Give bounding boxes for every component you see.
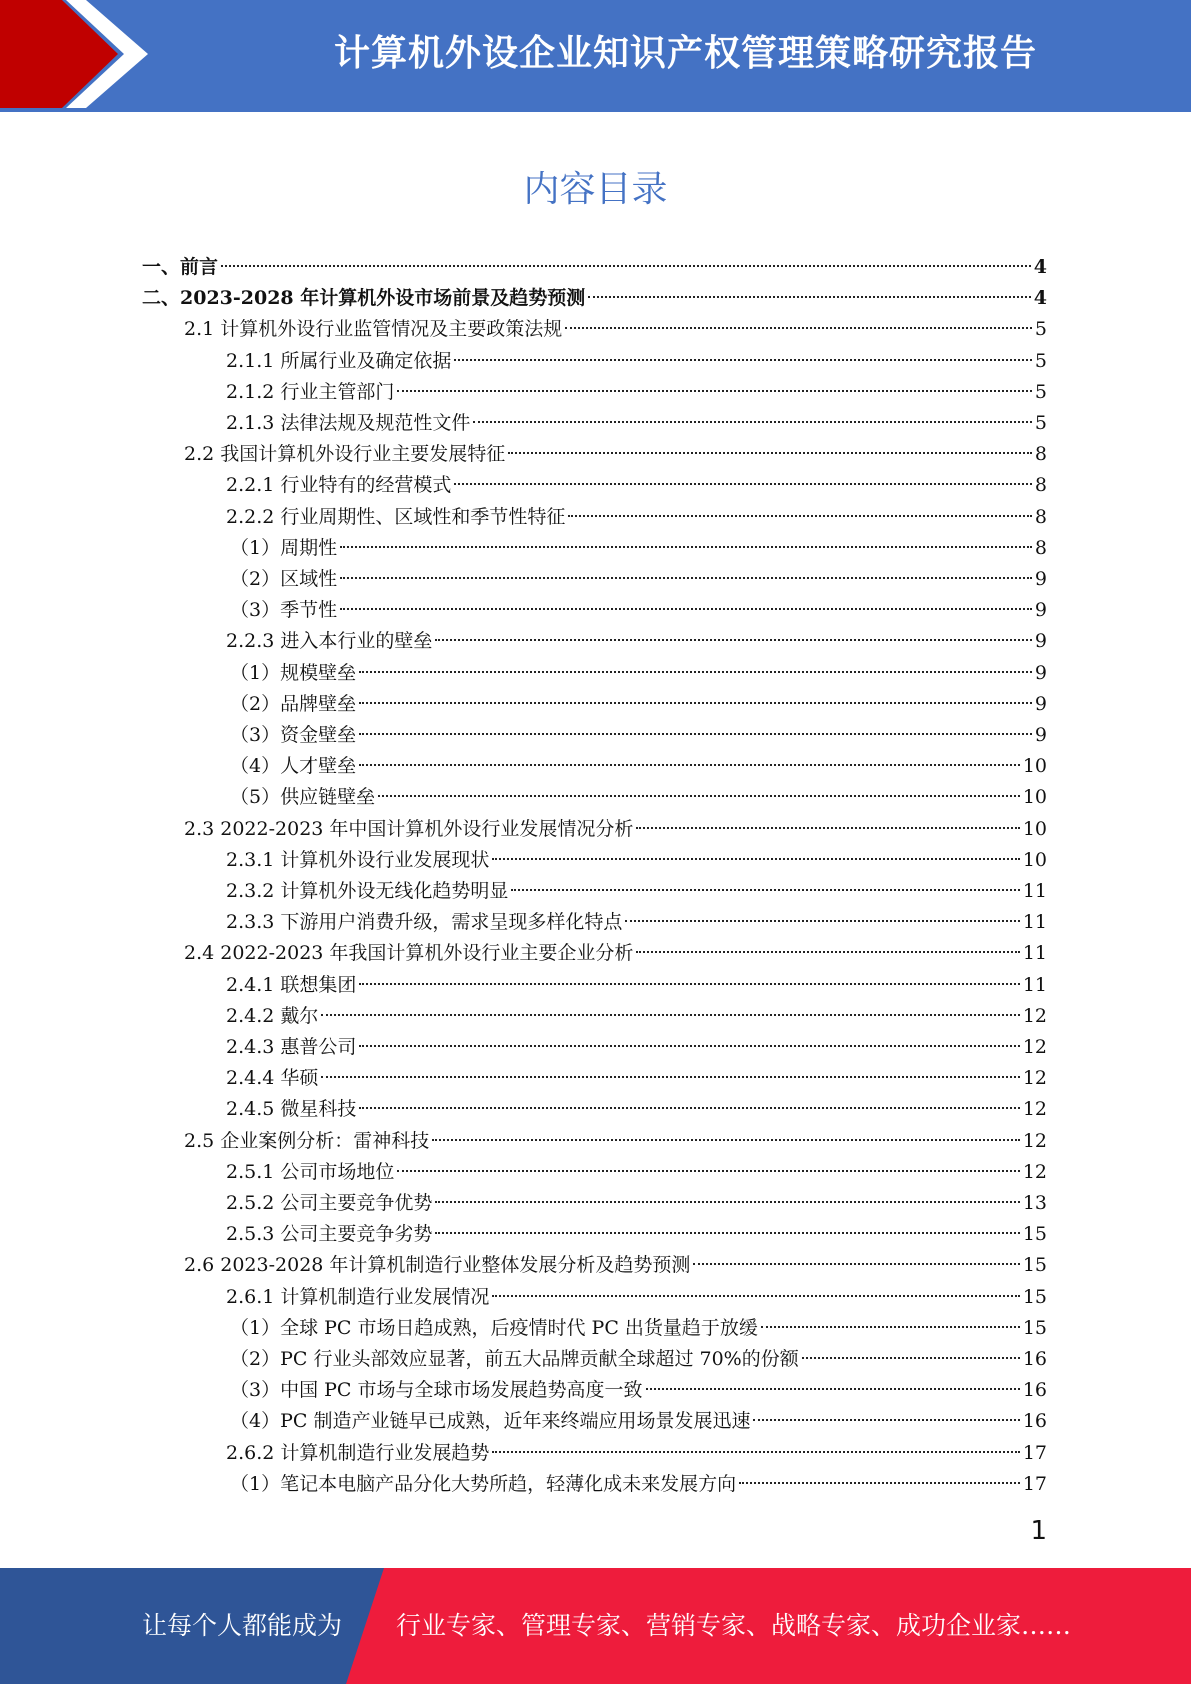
toc-entry-label: 2.2 我国计算机外设行业主要发展特征	[184, 443, 506, 466]
toc-entry-page: 15	[1022, 1254, 1047, 1277]
toc-entry[interactable]	[226, 470, 1047, 501]
toc-entry[interactable]	[226, 377, 1047, 408]
toc-entry-label: 2.3.1 计算机外设行业发展现状	[226, 848, 490, 871]
toc-entry-label: 2.4.1 联想集团	[226, 973, 357, 996]
toc-entry[interactable]	[230, 1344, 1047, 1375]
toc-dot-leader	[378, 795, 1020, 797]
toc-entry-label: 2.4.5 微星科技	[226, 1098, 357, 1121]
toc-entry-label: 2.6 2023-2028 年计算机制造行业整体发展分析及趋势预测	[184, 1254, 691, 1277]
toc-entry-page: 9	[1034, 661, 1047, 684]
toc-dot-leader	[508, 452, 1032, 454]
toc-entry-page: 11	[1022, 880, 1047, 902]
toc-dot-leader	[454, 359, 1032, 361]
toc-entry[interactable]	[142, 252, 1047, 283]
toc-entry[interactable]	[230, 1313, 1047, 1344]
toc-dot-leader	[359, 733, 1032, 735]
toc-entry-label: （1）全球 PC 市场日趋成熟，后疫情时代 PC 出货量趋于放缓	[230, 1316, 758, 1339]
footer-slogan-left: 让每个人都能成为	[142, 1611, 343, 1640]
toc-entry-label: 2.6.1 计算机制造行业发展情况	[226, 1285, 490, 1308]
toc-entry-page: 12	[1022, 1098, 1047, 1121]
toc-dot-leader	[473, 421, 1032, 423]
toc-entry-label: 2.5 企业案例分析：雷神科技	[184, 1129, 430, 1152]
toc-entry-page: 4	[1033, 287, 1047, 310]
toc-entry[interactable]	[230, 564, 1047, 595]
toc-entry-page: 17	[1022, 1472, 1047, 1495]
toc-entry-label: 2.2.3 进入本行业的壁垒	[226, 630, 433, 653]
toc-entry-label: （5）供应链壁垒	[230, 786, 376, 809]
toc-entry[interactable]	[226, 1219, 1047, 1250]
toc-entry[interactable]	[226, 876, 1047, 907]
toc-entry-page: 9	[1034, 692, 1047, 715]
toc-dot-leader	[321, 1076, 1019, 1078]
toc-entry-label: 一、前言	[142, 256, 219, 278]
toc-entry-page: 12	[1022, 1160, 1047, 1183]
toc-entry-page: 13	[1022, 1192, 1047, 1214]
toc-dot-leader	[636, 951, 1019, 953]
toc-entry-page: 16	[1022, 1379, 1047, 1402]
toc-dot-leader	[454, 483, 1032, 485]
toc-entry[interactable]	[184, 938, 1047, 969]
toc-entry[interactable]	[230, 751, 1047, 782]
toc-entry[interactable]	[226, 626, 1047, 657]
toc-dot-leader	[753, 1419, 1019, 1421]
toc-entry[interactable]	[226, 845, 1047, 876]
toc-entry-page: 5	[1034, 318, 1047, 341]
toc-entry-page: 10	[1022, 755, 1047, 778]
toc-entry[interactable]	[226, 408, 1047, 439]
toc-entry-label: （2）PC 行业头部效应显著，前五大品牌贡献全球超过 70%的份额	[230, 1348, 799, 1370]
toc-dot-leader	[802, 1357, 1020, 1359]
toc-entry-page: 10	[1022, 817, 1047, 840]
toc-entry-label: 2.4.3 惠普公司	[226, 1036, 357, 1058]
footer-slogan-right: 行业专家、管理专家、营销专家、战略专家、成功企业家……	[396, 1611, 1072, 1640]
toc-entry[interactable]	[226, 1001, 1047, 1032]
toc-dot-leader	[739, 1482, 1020, 1484]
toc-dot-leader	[568, 515, 1032, 517]
toc-dot-leader	[340, 608, 1032, 610]
toc-dot-leader	[359, 764, 1020, 766]
toc-entry-label: 2.2.2 行业周期性、区域性和季节性特征	[226, 505, 566, 528]
toc-dot-leader	[359, 1107, 1019, 1109]
toc-entry-page: 8	[1034, 536, 1047, 559]
toc-entry[interactable]	[142, 283, 1047, 314]
toc-dot-leader	[588, 296, 1031, 298]
toc-entry-label: 2.3 2022-2023 年中国计算机外设行业发展情况分析	[184, 817, 634, 840]
toc-heading: 内容目录	[523, 169, 668, 210]
toc-entry-label: 2.5.1 公司市场地位	[226, 1160, 395, 1183]
toc-entry[interactable]	[184, 814, 1047, 845]
toc-entry-page: 16	[1022, 1348, 1047, 1370]
toc-entry-page: 11	[1022, 911, 1047, 934]
toc-entry-label: （1）规模壁垒	[230, 661, 357, 684]
toc-entry[interactable]	[226, 1188, 1047, 1219]
toc-entry-label: （3）资金壁垒	[230, 724, 357, 746]
toc-entry-page: 9	[1034, 724, 1047, 746]
toc-entry-label: 2.3.3 下游用户消费升级，需求呈现多样化特点	[226, 911, 623, 934]
toc-entry-label: （2）区域性	[230, 568, 338, 590]
toc-entry[interactable]	[226, 346, 1047, 377]
toc-entry[interactable]	[230, 533, 1047, 564]
toc-entry-label: 2.2.1 行业特有的经营模式	[226, 474, 452, 497]
toc-entry[interactable]	[184, 439, 1047, 470]
toc-entry-label: 2.1.2 行业主管部门	[226, 380, 395, 403]
toc-entry[interactable]	[226, 1063, 1047, 1094]
toc-entry-page: 10	[1022, 786, 1047, 809]
toc-entry[interactable]	[230, 689, 1047, 720]
report-title: 计算机外设企业知识产权管理策略研究报告	[333, 33, 1037, 74]
toc-dot-leader	[492, 858, 1019, 860]
toc-entry-page: 15	[1022, 1223, 1047, 1246]
toc-entry[interactable]	[226, 1094, 1047, 1125]
toc-entry-page: 9	[1034, 568, 1047, 590]
toc-entry-label: （1）周期性	[230, 536, 338, 559]
toc-entry-label: （3）季节性	[230, 599, 338, 622]
toc-dot-leader	[359, 983, 1019, 985]
toc-entry-label: 2.3.2 计算机外设无线化趋势明显	[226, 880, 509, 902]
toc-entry[interactable]	[184, 314, 1047, 345]
toc-entry-label: 2.4.4 华硕	[226, 1067, 319, 1090]
toc-dot-leader	[221, 265, 1031, 267]
toc-entry-page: 9	[1034, 599, 1047, 622]
page-number: 1	[1030, 1516, 1047, 1546]
toc-entry-label: （1）笔记本电脑产品分化大势所趋，轻薄化成未来发展方向	[230, 1472, 737, 1495]
toc-entry[interactable]	[230, 1469, 1047, 1500]
toc-entry-label: 二、2023-2028 年计算机外设市场前景及趋势预测	[142, 287, 586, 310]
toc-dot-leader	[492, 1295, 1019, 1297]
toc-entry-page: 8	[1034, 443, 1047, 466]
toc-entry-page: 12	[1022, 1067, 1047, 1090]
toc-entry-page: 5	[1034, 380, 1047, 403]
toc-entry-page: 11	[1022, 942, 1047, 965]
toc-entry[interactable]	[226, 1157, 1047, 1188]
toc-dot-leader	[511, 889, 1019, 891]
report-header-banner	[0, 0, 1191, 112]
toc-entry-page: 17	[1022, 1441, 1047, 1464]
toc-entry[interactable]	[230, 720, 1047, 751]
toc-dot-leader	[359, 702, 1032, 704]
toc-entry[interactable]	[226, 907, 1047, 938]
toc-entry[interactable]	[230, 782, 1047, 813]
toc-entry[interactable]	[230, 595, 1047, 626]
toc-dot-leader	[646, 1388, 1020, 1390]
toc-entry-page: 12	[1022, 1036, 1047, 1058]
toc-dot-leader	[340, 577, 1032, 579]
toc-entry[interactable]	[184, 1250, 1047, 1281]
toc-entry[interactable]	[230, 658, 1047, 689]
toc-entry-label: 2.1 计算机外设行业监管情况及主要政策法规	[184, 318, 563, 341]
toc-entry-page: 15	[1022, 1285, 1047, 1308]
toc-entry[interactable]	[226, 1438, 1047, 1469]
toc-entry-label: （4）PC 制造产业链早已成熟，近年来终端应用场景发展迅速	[230, 1410, 751, 1433]
toc-entry-label: 2.1.3 法律法规及规范性文件	[226, 412, 471, 434]
toc-dot-leader	[492, 1451, 1019, 1453]
toc-entry[interactable]	[226, 1032, 1047, 1063]
toc-entry-label: 2.5.3 公司主要竞争劣势	[226, 1223, 433, 1246]
toc-entry-page: 9	[1034, 630, 1047, 653]
toc-entry[interactable]	[230, 1406, 1047, 1437]
toc-dot-leader	[397, 1170, 1019, 1172]
toc-entry-page: 5	[1034, 412, 1047, 434]
footer-banner	[0, 1568, 1191, 1684]
toc-entry[interactable]	[184, 1126, 1047, 1157]
toc-dot-leader	[636, 827, 1019, 829]
toc-entry-page: 8	[1034, 474, 1047, 497]
toc-entry[interactable]	[226, 502, 1047, 533]
toc-dot-leader	[693, 1263, 1019, 1265]
toc-entry-page: 15	[1022, 1316, 1047, 1339]
toc-dot-leader	[340, 546, 1032, 548]
toc-entry-page: 8	[1034, 505, 1047, 528]
toc-entry-label: （4）人才壁垒	[230, 755, 357, 778]
toc-entry-page: 12	[1022, 1004, 1047, 1027]
toc-entry[interactable]	[226, 970, 1047, 1001]
toc-dot-leader	[435, 1232, 1019, 1234]
toc-entry-label: 2.6.2 计算机制造行业发展趋势	[226, 1441, 490, 1464]
toc-entry[interactable]	[226, 1282, 1047, 1313]
toc-entry-label: （3）中国 PC 市场与全球市场发展趋势高度一致	[230, 1379, 643, 1402]
toc-entry-page: 11	[1022, 973, 1047, 996]
toc-entry-page: 5	[1034, 349, 1047, 372]
toc-entry-label: （2）品牌壁垒	[230, 692, 357, 715]
toc-dot-leader	[432, 1139, 1020, 1141]
toc-dot-leader	[625, 920, 1019, 922]
toc-entry-label: 2.4 2022-2023 年我国计算机外设行业主要企业分析	[184, 942, 634, 965]
toc-dot-leader	[565, 327, 1032, 329]
toc-dot-leader	[397, 390, 1032, 392]
toc-entry-page: 16	[1022, 1410, 1047, 1433]
toc-entry-label: 2.4.2 戴尔	[226, 1004, 319, 1027]
toc-entry-page: 10	[1022, 848, 1047, 871]
toc-entry-label: 2.1.1 所属行业及确定依据	[226, 349, 452, 372]
toc-entry[interactable]	[230, 1375, 1047, 1406]
toc-dot-leader	[435, 1201, 1019, 1203]
toc-dot-leader	[761, 1326, 1020, 1328]
toc-dot-leader	[321, 1014, 1019, 1016]
toc-dot-leader	[359, 671, 1032, 673]
toc-dot-leader	[359, 1045, 1019, 1047]
toc-entry-label: 2.5.2 公司主要竞争优势	[226, 1192, 433, 1214]
toc-entry-page: 12	[1022, 1129, 1047, 1152]
toc-entry-page: 4	[1033, 256, 1047, 278]
toc-dot-leader	[435, 639, 1032, 641]
